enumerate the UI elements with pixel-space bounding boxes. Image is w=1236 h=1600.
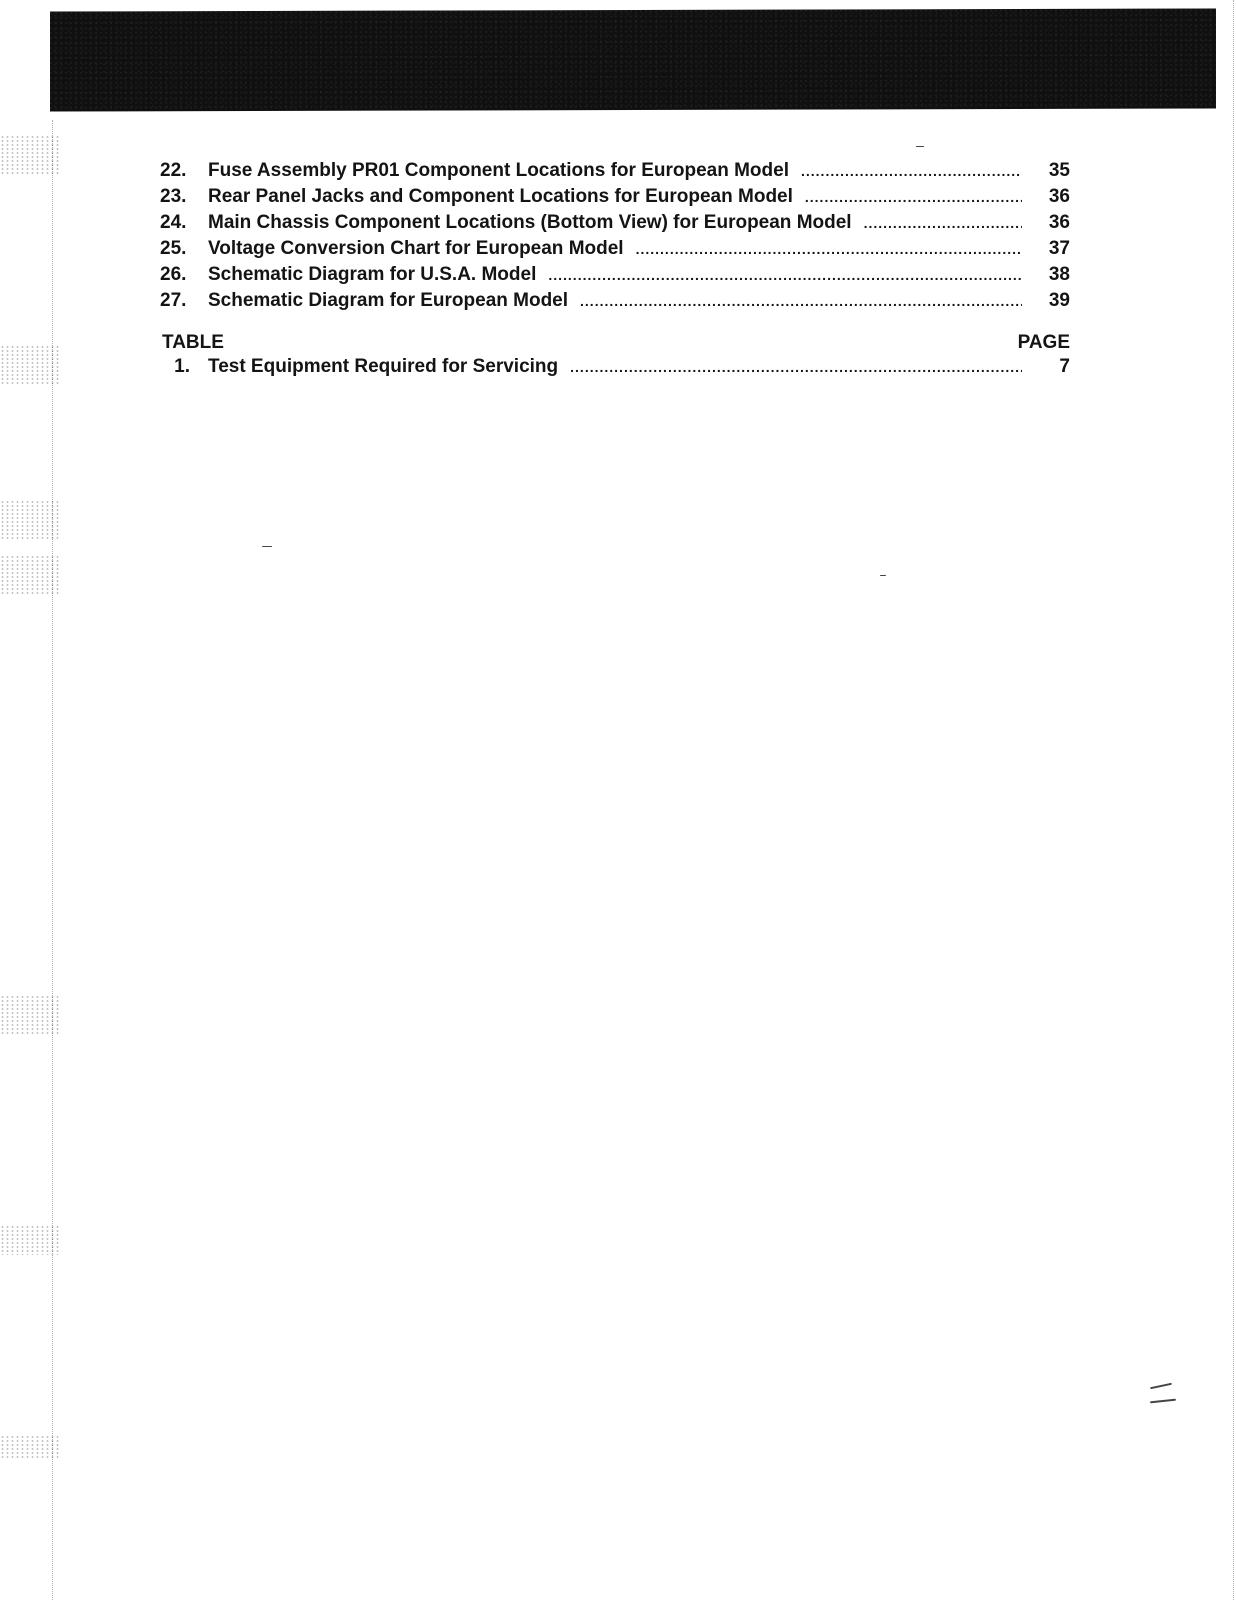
- figure-number: 27.: [160, 290, 187, 311]
- scan-artifact: [0, 1435, 60, 1460]
- figure-number: 24.: [160, 212, 187, 233]
- dot-leader: [570, 359, 1022, 375]
- table-entry[interactable]: [160, 356, 1070, 382]
- page-number: 38: [1048, 264, 1070, 285]
- scan-speck: [262, 546, 272, 547]
- page-edge: [1233, 0, 1234, 1600]
- dot-leader: [801, 163, 1022, 179]
- scan-speck: [916, 146, 924, 147]
- figure-entry[interactable]: [160, 290, 1070, 316]
- figure-entry[interactable]: [160, 212, 1070, 238]
- page-number: 7: [1059, 356, 1070, 377]
- dot-leader: [580, 293, 1022, 309]
- scan-artifact: [0, 345, 60, 385]
- page-number: 39: [1048, 290, 1070, 311]
- figure-title: Rear Panel Jacks and Component Locations for European Model: [208, 186, 793, 207]
- figure-number: 25.: [160, 238, 187, 259]
- page-number: 35: [1048, 160, 1070, 181]
- scan-artifact: [0, 995, 60, 1035]
- scan-speck: [880, 575, 886, 576]
- header-band: [50, 8, 1216, 111]
- page-number: 36: [1048, 212, 1070, 233]
- section-gap: [160, 316, 1070, 332]
- figure-entry[interactable]: [160, 238, 1070, 264]
- dot-leader: [548, 267, 1022, 283]
- page-column-label: PAGE: [1017, 332, 1070, 353]
- figure-entry[interactable]: [160, 264, 1070, 290]
- table-number: 1.: [174, 356, 190, 377]
- figure-number: 26.: [160, 264, 187, 285]
- figure-title: Voltage Conversion Chart for European Model: [208, 238, 624, 259]
- scan-artifact: [0, 135, 60, 175]
- figure-title: Schematic Diagram for U.S.A. Model: [208, 264, 537, 285]
- dot-leader: [805, 189, 1022, 205]
- figure-title: Schematic Diagram for European Model: [208, 290, 569, 311]
- table-label: TABLE: [162, 332, 224, 353]
- figure-entry[interactable]: [160, 160, 1070, 186]
- figure-title: Fuse Assembly PR01 Component Locations for European Model: [208, 160, 789, 181]
- page-number: 36: [1048, 186, 1070, 207]
- scan-speck: [1150, 1399, 1176, 1404]
- scan-artifact: [0, 1225, 60, 1255]
- figure-title: Main Chassis Component Locations (Bottom View) for European Model: [208, 212, 852, 233]
- tables-section-header: [162, 332, 1070, 356]
- table-number-cell: [160, 356, 208, 378]
- figure-entry[interactable]: [160, 186, 1070, 212]
- dot-leader: [864, 215, 1022, 231]
- scan-artifact: [0, 555, 60, 595]
- page-number: 37: [1048, 238, 1070, 259]
- table-title: Test Equipment Required for Servicing: [208, 356, 559, 377]
- binding-line: [52, 120, 53, 1600]
- scan-artifact: [0, 500, 60, 540]
- figure-number: 22.: [160, 160, 187, 181]
- scan-speck: [1150, 1383, 1172, 1390]
- dot-leader: [636, 241, 1022, 257]
- table-of-contents: [160, 160, 1070, 382]
- figure-number: 23.: [160, 186, 187, 207]
